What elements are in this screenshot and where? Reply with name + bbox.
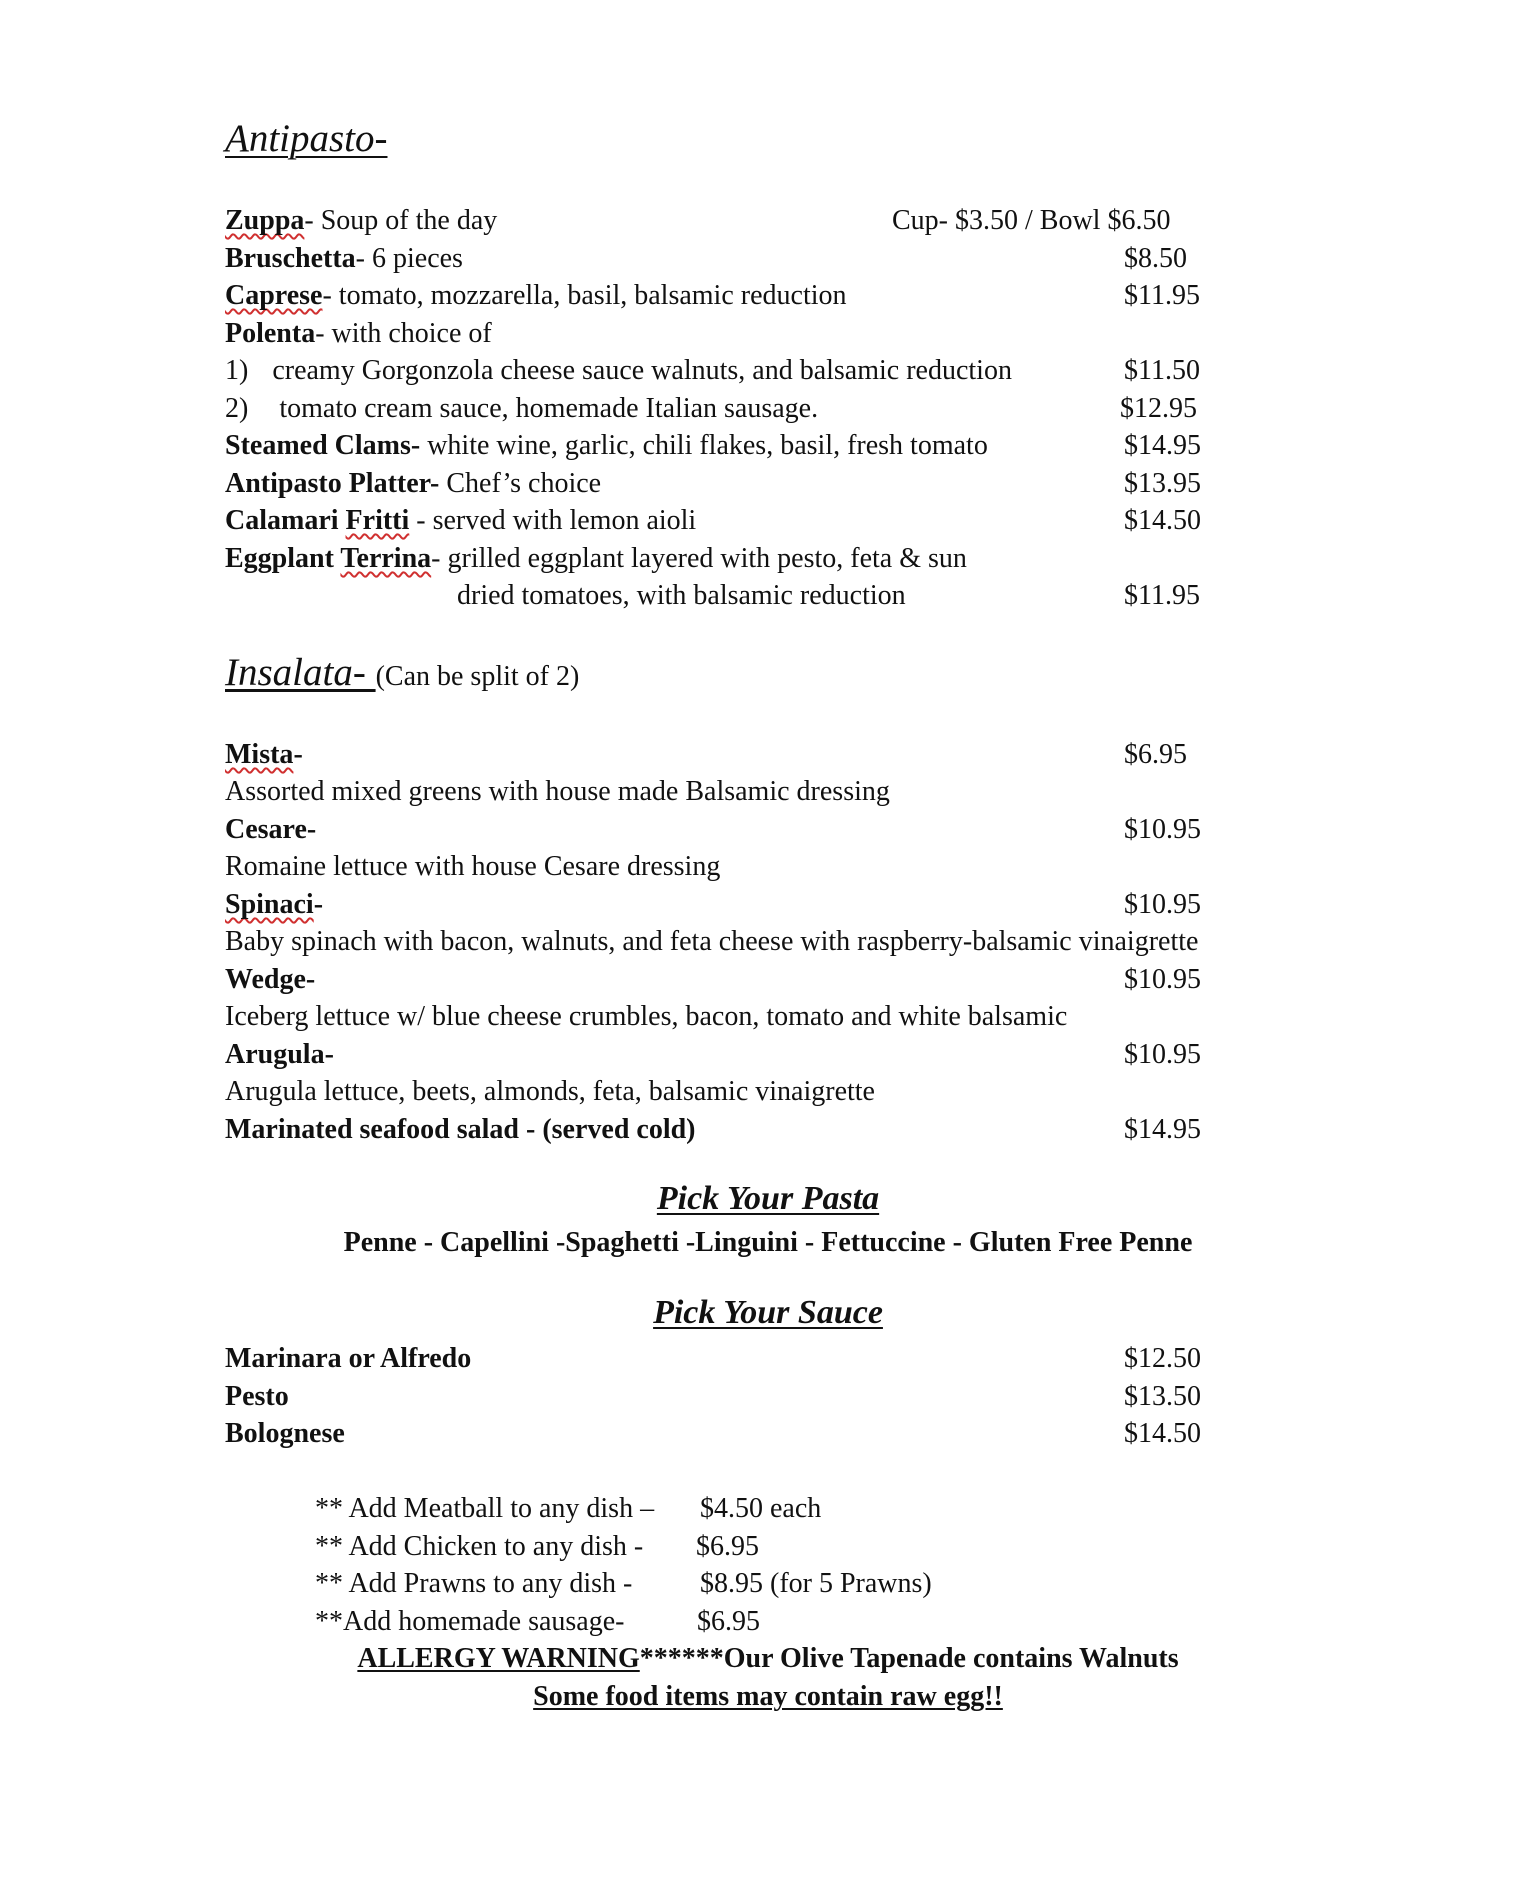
item-name: Zuppa	[225, 205, 305, 236]
salad-arugula: Arugula-	[225, 1039, 334, 1070]
item-price: $11.50	[1124, 355, 1200, 386]
item-price: Cup- $3.50 / Bowl $6.50	[892, 205, 1171, 236]
sauce-heading: Pick Your Sauce	[653, 1294, 883, 1331]
option-desc: tomato cream sauce, homemade Italian sausage.	[279, 393, 819, 424]
item-name: Steamed Clams-	[225, 430, 421, 461]
item-desc: - grilled eggplant layered with pesto, feta & sun	[431, 543, 967, 574]
item-price: $6.95	[1124, 739, 1187, 770]
item-name: Calamari	[225, 505, 346, 536]
item-desc: Baby spinach with bacon, walnuts, and feta cheese with raspberry-balsamic vinaigrette	[225, 926, 1199, 957]
item-price: $11.95	[1124, 280, 1200, 311]
item-desc: Assorted mixed greens with house made Balsamic dressing	[225, 776, 890, 807]
item-price: $12.50	[1124, 1343, 1201, 1374]
item-name: Bruschetta	[225, 243, 356, 274]
item-desc: Arugula lettuce, beets, almonds, feta, balsamic vinaigrette	[225, 1076, 875, 1107]
item-desc: tomato, mozzarella, basil, balsamic reduction	[338, 280, 847, 311]
item-price: $14.50	[1124, 505, 1201, 536]
salad-wedge: Wedge-	[225, 964, 316, 995]
option-desc: creamy Gorgonzola cheese sauce walnuts, and balsamic reduction	[272, 355, 1012, 386]
addon-price: $8.95 (for 5 Prawns)	[700, 1568, 932, 1599]
allergy-warning	[0, 1640, 1536, 1678]
sauce-pesto: Pesto	[225, 1381, 289, 1412]
item-name: Eggplant	[225, 543, 341, 574]
item-desc: with choice of	[331, 318, 492, 349]
item-desc: Chef’s choice	[439, 468, 602, 499]
menu-item-antipasto-platter	[225, 465, 601, 503]
antipasto-heading: Antipasto-	[225, 117, 388, 160]
pasta-heading-row	[0, 1180, 1536, 1218]
item-name: Mista	[225, 739, 294, 770]
menu-item-polenta: Polenta- with choice of	[225, 318, 492, 349]
pasta-options: Penne - Capellini -Spaghetti -Linguini - Fettuccine - Gluten Free Penne	[343, 1227, 1193, 1258]
menu-item-steamed-clams	[225, 427, 988, 465]
item-price: $13.50	[1124, 1381, 1201, 1412]
item-price: $10.95	[1124, 814, 1201, 845]
item-desc: 6 pieces	[371, 243, 463, 274]
item-price: $8.50	[1124, 243, 1187, 274]
item-desc-continued: dried tomatoes, with balsamic reduction	[457, 580, 906, 611]
raw-egg-warning: Some food items may contain raw egg!!	[533, 1681, 1003, 1712]
menu-item-zuppa: Zuppa- Soup of the day	[225, 205, 498, 236]
item-price: $11.95	[1124, 580, 1200, 611]
menu-item-bruschetta: Bruschetta- 6 pieces	[225, 243, 463, 274]
item-name: Polenta	[225, 318, 316, 349]
item-name: Caprese	[225, 280, 323, 311]
pasta-heading: Pick Your Pasta	[656, 1180, 880, 1217]
item-desc: Soup of the day	[320, 205, 498, 236]
addon-price: $4.50 each	[700, 1493, 822, 1524]
salad-cesare: Cesare-	[225, 814, 317, 845]
item-price: $10.95	[1124, 889, 1201, 920]
addon-sausage: **Add homemade sausage-	[315, 1606, 625, 1637]
item-desc: - served with lemon aioli	[409, 505, 697, 536]
item-price: $14.95	[1124, 430, 1201, 461]
polenta-option-1: 1) creamy Gorgonzola cheese sauce walnuts, and balsamic reduction	[225, 355, 1012, 386]
item-price: $14.95	[1124, 1114, 1201, 1145]
addon-meatball: ** Add Meatball to any dish –	[315, 1493, 655, 1524]
item-price: $10.95	[1124, 1039, 1201, 1070]
menu-item-caprese: Caprese- tomato, mozzarella, basil, balsamic reduction	[225, 280, 847, 311]
addon-price: $6.95	[697, 1606, 760, 1637]
item-price: $14.50	[1124, 1418, 1201, 1449]
item-price: $12.95	[1120, 393, 1197, 424]
menu-item-calamari-fritti: Calamari Fritti - served with lemon aioli	[225, 505, 697, 536]
salad-mista: Mista-	[225, 739, 303, 770]
addon-prawns: ** Add Prawns to any dish -	[315, 1568, 633, 1599]
insalata-heading: Insalata-	[225, 651, 376, 694]
insalata-header	[225, 650, 579, 696]
addon-chicken: ** Add Chicken to any dish -	[315, 1531, 644, 1562]
item-price: $13.95	[1124, 468, 1201, 499]
polenta-option-2: 2) tomato cream sauce, homemade Italian sausage.	[225, 393, 819, 424]
item-price: $10.95	[1124, 964, 1201, 995]
item-desc: Romaine lettuce with house Cesare dressing	[225, 851, 721, 882]
addon-price: $6.95	[696, 1531, 759, 1562]
sauce-bolognese: Bolognese	[225, 1418, 345, 1449]
insalata-note: (Can be split of 2)	[375, 661, 580, 692]
salad-marinated-seafood: Marinated seafood salad - (served cold)	[225, 1114, 696, 1145]
item-desc: Iceberg lettuce w/ blue cheese crumbles, bacon, tomato and white balsamic	[225, 1001, 1068, 1032]
item-name: Antipasto Platter-	[225, 468, 440, 499]
allergy-warning-label: ALLERGY WARNING	[357, 1643, 640, 1674]
item-desc: white wine, garlic, chili flakes, basil, fresh tomato	[420, 430, 988, 461]
salad-spinaci: Spinaci-	[225, 889, 324, 920]
menu-item-eggplant-terrina: Eggplant Terrina- grilled eggplant layered with pesto, feta & sun	[225, 543, 967, 574]
item-name: Spinaci	[225, 889, 314, 920]
sauce-heading-row	[0, 1294, 1536, 1332]
allergy-warning-text: ******Our Olive Tapenade contains Walnuts	[639, 1643, 1179, 1674]
sauce-marinara-alfredo: Marinara or Alfredo	[225, 1343, 472, 1374]
